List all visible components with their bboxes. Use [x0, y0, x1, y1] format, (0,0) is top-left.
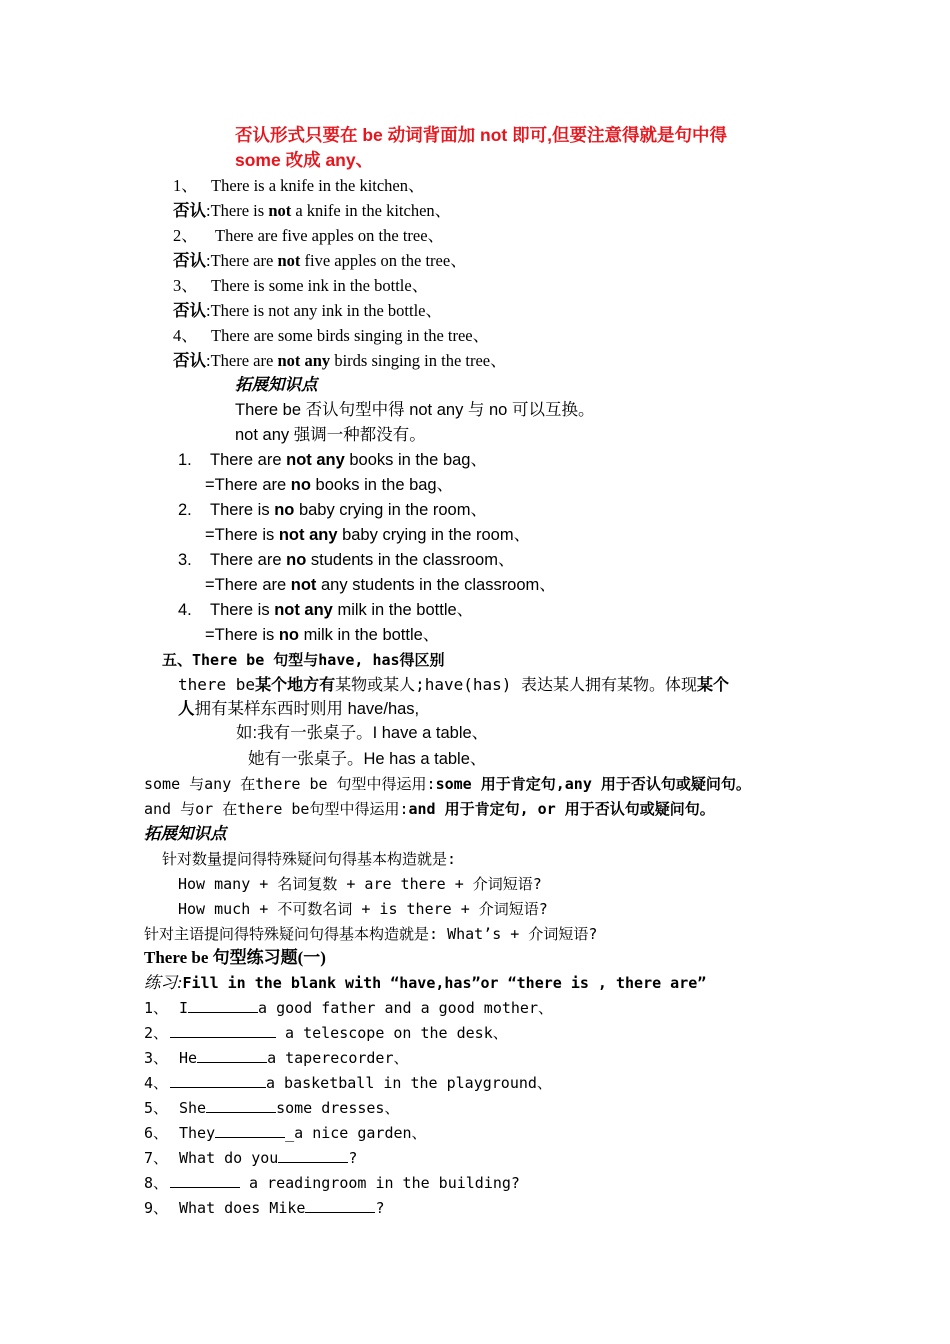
text: some dresses、 [276, 1099, 400, 1117]
item-number: 3. [178, 551, 192, 569]
neg-answer-3 [173, 299, 442, 323]
exercise-item-6 [144, 1121, 427, 1145]
text: ? [375, 1199, 385, 1217]
answer-text: :There are [206, 251, 278, 270]
keyword: not any [277, 351, 331, 370]
keyword: no [290, 476, 311, 494]
text: there be [178, 675, 256, 694]
text: any students in the classroom、 [316, 576, 556, 594]
item-number: 5、 [144, 1099, 169, 1117]
text: milk in the bottle、 [299, 626, 440, 644]
text: They [179, 1124, 216, 1142]
neg-example-4 [173, 324, 490, 348]
text: =There is [205, 526, 279, 544]
negation-label: 否认 [173, 301, 206, 320]
text: =There is [205, 626, 279, 644]
neg-example-3 [173, 274, 429, 298]
negation-label: 否认 [173, 251, 206, 270]
sentence [210, 598, 473, 622]
answer-blank[interactable] [170, 1021, 276, 1038]
text: What do you [179, 1149, 279, 1167]
item-content [179, 1146, 357, 1170]
extend-title-1: 拓展知识点 [235, 376, 318, 394]
answer-blank[interactable] [305, 1196, 375, 1213]
item-number: 3、 [144, 1049, 169, 1067]
exercise-item-4 [144, 1071, 552, 1095]
exercise-title: There be 句型练习题(一) [144, 948, 326, 967]
neg-example-2 [173, 224, 445, 248]
text: What does Mike [179, 1199, 306, 1217]
negation-label: 否认 [173, 201, 206, 220]
exercise-item-3 [144, 1046, 409, 1070]
answer-blank[interactable] [170, 1071, 266, 1088]
instruction-text: Fill in the blank with “have,has”or “there is , there are” [182, 974, 707, 992]
answer-blank[interactable] [278, 1146, 348, 1163]
text: baby crying in the room、 [294, 501, 487, 519]
answer-text: :There are [206, 351, 278, 370]
exercise-instruction [144, 971, 706, 995]
neg-answer-4 [173, 349, 507, 373]
text: There are [210, 551, 287, 569]
keyword: not any [286, 451, 345, 469]
item-number: 1. [178, 451, 192, 469]
answer-text: five apples on the tree、 [300, 251, 467, 270]
pair-4-a [178, 598, 474, 622]
item-content [179, 1096, 399, 1120]
answer-blank[interactable] [170, 1171, 240, 1188]
item-number: 4. [178, 601, 192, 619]
item-number: 3、 [173, 276, 198, 295]
text: a readingroom in the building? [240, 1174, 520, 1192]
section-5-heading: 五、There be 句型与have, has得区别 [162, 651, 445, 669]
item-number: 2、 [144, 1024, 169, 1042]
exercise-item-5 [144, 1096, 400, 1120]
emphasis: and 用于肯定句, or 用于否认句或疑问句。 [408, 800, 715, 818]
answer-text: a knife in the kitchen、 [291, 201, 452, 220]
item-number: 6、 [144, 1124, 169, 1142]
extend-title-2: 拓展知识点 [144, 824, 227, 843]
text: He [179, 1049, 198, 1067]
intro-line-1: 否认形式只要在 be 动词背面加 not 即可,但要注意得就是句中得 [235, 125, 727, 145]
item-sentence: There are five apples on the tree、 [215, 226, 445, 245]
neg-example-1 [173, 174, 425, 198]
answer-text: birds singing in the tree、 [330, 351, 507, 370]
keyword: no [274, 501, 295, 519]
text: I [179, 999, 189, 1017]
item-number: 8、 [144, 1174, 169, 1192]
keyword: no [278, 626, 299, 644]
exercise-item-1 [144, 996, 553, 1020]
text: ? [348, 1149, 358, 1167]
section-5-example-1: 如:我有一张桌子。I have a table、 [236, 724, 489, 742]
extend2-line-1: 针对数量提问得特殊疑问句得基本构造就是: [162, 850, 457, 868]
extend2-line-3: How much + 不可数名词 + is there + 介词短语? [178, 900, 548, 918]
item-sentence: There are some birds singing in the tree、 [211, 326, 490, 345]
extend2-line-2: How many + 名词复数 + are there + 介词短语? [178, 875, 542, 893]
answer-blank[interactable] [197, 1046, 267, 1063]
intro-line-2: some 改成 any、 [235, 150, 374, 170]
text: milk in the bottle、 [332, 601, 474, 619]
item-number: 7、 [144, 1149, 169, 1167]
exercise-item-2 [144, 1021, 508, 1045]
text: 拥有某样东西时则用 have/has, [194, 700, 420, 718]
text: a good father and a good mother、 [258, 999, 553, 1017]
text: a taperecorder、 [267, 1049, 409, 1067]
text: books in the bag、 [310, 476, 454, 494]
emphasis: 某个地方有 [255, 675, 336, 694]
text: some 与any 在there be 句型中得运用: [144, 775, 436, 793]
exercise-item-9 [144, 1196, 385, 1220]
text: =There are [205, 476, 291, 494]
text: There is [210, 601, 275, 619]
pair-1-a [178, 448, 487, 472]
item-number: 2、 [173, 226, 198, 245]
pair-2-a [178, 498, 487, 522]
text: a basketball in the playground、 [266, 1074, 552, 1092]
answer-text: :There is [206, 201, 269, 220]
text: and 与or 在there be句型中得运用: [144, 800, 409, 818]
keyword: not [277, 251, 301, 270]
instruction-label: 练习: [144, 973, 183, 992]
text: There is [210, 501, 275, 519]
text: 某物或某人;have(has) 表达某人拥有某物。体现 [335, 675, 698, 694]
text: There are [210, 451, 287, 469]
answer-blank[interactable] [188, 996, 258, 1013]
text: a telescope on the desk、 [276, 1024, 508, 1042]
section-5-paragraph-line-2 [178, 697, 419, 721]
text: _a nice garden、 [285, 1124, 427, 1142]
keyword: no [286, 551, 307, 569]
pair-3-b [205, 573, 556, 597]
emphasis: some 用于肯定句,any 用于否认句或疑问句。 [435, 775, 751, 793]
pair-3-a [178, 548, 515, 572]
text: students in the classroom、 [306, 551, 515, 569]
item-sentence: There is some ink in the bottle、 [211, 276, 429, 295]
item-content [179, 996, 553, 1020]
extend2-line-4: 针对主语提问得特殊疑问句得基本构造就是: What’s + 介词短语? [144, 925, 598, 943]
keyword: not any [278, 526, 338, 544]
text: She [179, 1099, 207, 1117]
item-number: 4、 [173, 326, 198, 345]
item-content [179, 1196, 384, 1220]
item-content [179, 1046, 409, 1070]
item-number: 2. [178, 501, 192, 519]
item-sentence: There is a knife in the kitchen、 [211, 176, 425, 195]
exercise-item-7 [144, 1146, 358, 1170]
keyword: not any [274, 601, 333, 619]
neg-answer-2 [173, 249, 467, 273]
answer-text: :There is not any ink in the bottle、 [206, 301, 442, 320]
emphasis: 人 [178, 700, 195, 718]
text: baby crying in the room、 [337, 526, 531, 544]
sentence [210, 448, 487, 472]
neg-answer-1 [173, 199, 451, 223]
sentence [210, 498, 487, 522]
emphasis: 某个 [697, 675, 730, 694]
usage-and-or [144, 797, 715, 821]
negation-label: 否认 [173, 351, 206, 370]
item-content [170, 1021, 508, 1045]
extend-line-2: not any 强调一种都没有。 [235, 426, 426, 444]
answer-blank[interactable] [215, 1121, 285, 1138]
keyword: not [290, 576, 317, 594]
pair-1-b [205, 473, 453, 497]
answer-blank[interactable] [206, 1096, 276, 1113]
item-number: 9、 [144, 1199, 169, 1217]
usage-some-any [144, 772, 751, 796]
item-content [170, 1171, 520, 1195]
item-number: 4、 [144, 1074, 169, 1092]
text: books in the bag、 [344, 451, 487, 469]
pair-4-b [205, 623, 439, 647]
item-content [179, 1121, 427, 1145]
keyword: not [268, 201, 292, 220]
item-content [170, 1071, 552, 1095]
item-number: 1、 [144, 999, 169, 1017]
extend-line-1: There be 否认句型中得 not any 与 no 可以互换。 [235, 401, 595, 419]
sentence [210, 548, 514, 572]
section-5-example-2: 她有一张桌子。He has a table、 [248, 750, 487, 768]
pair-2-b [205, 523, 530, 547]
text: =There are [205, 576, 291, 594]
exercise-item-8 [144, 1171, 520, 1195]
item-number: 1、 [173, 176, 198, 195]
section-5-paragraph-line-1 [178, 673, 729, 697]
